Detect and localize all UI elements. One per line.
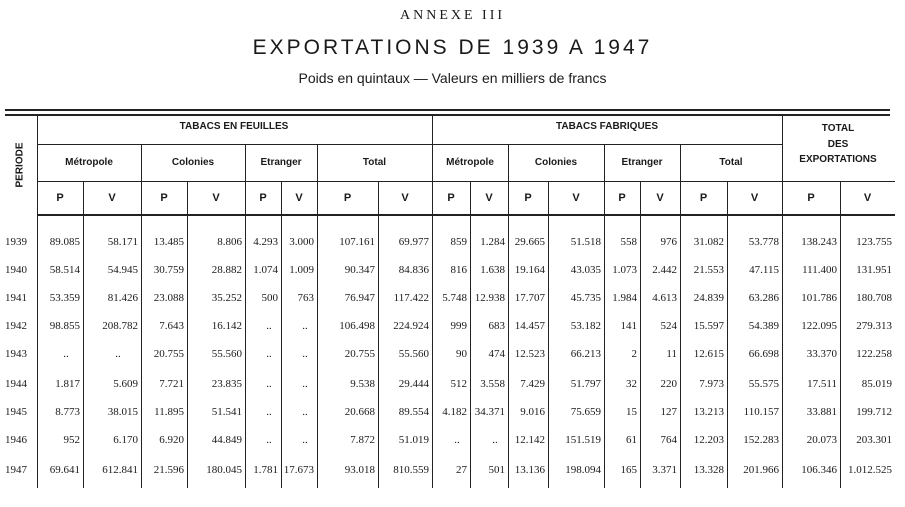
- v-column-header: V: [108, 192, 116, 204]
- p-column-header: P: [699, 192, 708, 204]
- table-cell: 84.836: [398, 264, 429, 276]
- p-column-header: P: [807, 192, 815, 204]
- table-cell: 8.773: [55, 406, 80, 418]
- table-cell: 43.035: [570, 264, 601, 276]
- table-cell: 117.422: [393, 292, 429, 304]
- table-cell: ..: [115, 348, 121, 360]
- table-cell: 29.665: [514, 236, 545, 248]
- table-cell: 764: [660, 434, 677, 446]
- pv-divider-rule: [378, 182, 379, 488]
- table-cell: 198.094: [565, 464, 601, 476]
- table-cell: 53.182: [570, 320, 601, 332]
- table-cell: 122.258: [856, 348, 892, 360]
- table-cell: 180.045: [206, 464, 242, 476]
- table-cell: 500: [261, 292, 278, 304]
- table-cell: ..: [266, 434, 272, 446]
- p-column-header: P: [343, 192, 352, 204]
- table-cell: 1.638: [480, 264, 505, 276]
- table-cell: 19.164: [514, 264, 545, 276]
- period-column-border: [37, 116, 38, 488]
- table-cell: 683: [488, 320, 505, 332]
- table-cell: ..: [302, 378, 308, 390]
- group-divider-rule: [432, 116, 433, 488]
- table-cell: ..: [302, 320, 308, 332]
- table-cell: 763: [297, 292, 314, 304]
- manufactured-tobacco-header: TABACS FABRIQUES: [555, 121, 659, 132]
- table-cell: 151.519: [565, 434, 601, 446]
- period-year: 1943: [5, 348, 27, 360]
- table-cell: 45.735: [570, 292, 601, 304]
- table-cell: 1.073: [612, 264, 637, 276]
- table-cell: ..: [266, 406, 272, 418]
- table-cell: 7.973: [699, 378, 724, 390]
- page-title: EXPORTATIONS DE 1939 A 1947: [252, 36, 653, 59]
- table-cell: 180.708: [856, 292, 892, 304]
- table-cell: 7.872: [350, 434, 375, 446]
- total-exports-header-line3: EXPORTATIONS: [799, 154, 877, 165]
- table-cell: 12.615: [693, 348, 724, 360]
- sub-divider-rule: [680, 145, 681, 488]
- manufactured-subheader-3: Total: [719, 157, 743, 168]
- pv-divider-rule: [83, 182, 84, 488]
- period-year: 1947: [5, 464, 27, 476]
- table-cell: 612.841: [102, 464, 138, 476]
- table-cell: 44.849: [211, 434, 242, 446]
- table-cell: 51.518: [570, 236, 601, 248]
- table-cell: 53.359: [49, 292, 80, 304]
- leaf-tobacco-header: TABACS EN FEUILLES: [179, 121, 289, 132]
- v-column-header: V: [572, 192, 580, 204]
- pv-divider-rule: [187, 182, 188, 488]
- table-cell: 1.012.525: [848, 464, 892, 476]
- table-cell: 127: [660, 406, 677, 418]
- table-cell: 512: [450, 378, 467, 390]
- table-cell: 810.559: [393, 464, 429, 476]
- group-header-rule: [37, 144, 782, 145]
- table-cell: 23.088: [153, 292, 184, 304]
- table-cell: 15.597: [693, 320, 724, 332]
- p-column-header: P: [618, 192, 626, 204]
- table-cell: 12.523: [514, 348, 545, 360]
- table-cell: 21.553: [693, 264, 724, 276]
- annex-label: ANNEXE III: [399, 8, 506, 23]
- table-cell: 32: [626, 378, 637, 390]
- table-cell: 8.806: [217, 236, 242, 248]
- leaf-subheader-3: Total: [362, 157, 387, 168]
- table-cell: 20.073: [806, 434, 837, 446]
- table-cell: 61: [626, 434, 637, 446]
- table-cell: ..: [302, 348, 308, 360]
- table-cell: 7.721: [159, 378, 184, 390]
- table-cell: 13.485: [153, 236, 184, 248]
- p-column-header: P: [524, 192, 532, 204]
- table-cell: 4.613: [652, 292, 677, 304]
- table-cell: 4.182: [442, 406, 467, 418]
- table-cell: 98.855: [49, 320, 80, 332]
- v-column-header: V: [863, 192, 872, 204]
- table-cell: 7.643: [159, 320, 184, 332]
- table-cell: ..: [302, 434, 308, 446]
- table-cell: 101.786: [801, 292, 837, 304]
- v-column-header: V: [212, 192, 220, 204]
- table-cell: 24.839: [693, 292, 724, 304]
- pv-divider-rule: [470, 182, 471, 488]
- table-cell: 51.797: [570, 378, 601, 390]
- table-cell: 20.755: [153, 348, 184, 360]
- table-cell: 33.370: [806, 348, 837, 360]
- sub-divider-rule: [317, 145, 318, 488]
- period-year: 1946: [5, 434, 27, 446]
- table-cell: 53.778: [748, 236, 779, 248]
- table-cell: 20.668: [344, 406, 375, 418]
- table-cell: ..: [302, 406, 308, 418]
- leaf-subheader-1: Colonies: [171, 157, 215, 168]
- table-cell: 51.541: [211, 406, 242, 418]
- table-cell: 54.389: [748, 320, 779, 332]
- table-cell: 85.019: [861, 378, 892, 390]
- table-cell: 2.442: [652, 264, 677, 276]
- table-cell: 11: [666, 348, 677, 360]
- table-cell: 208.782: [102, 320, 138, 332]
- table-cell: 13.213: [693, 406, 724, 418]
- table-cell: 501: [488, 464, 505, 476]
- period-year: 1945: [5, 406, 27, 418]
- table-cell: 111.400: [802, 264, 837, 276]
- period-year: 1944: [5, 378, 27, 390]
- table-cell: 89.554: [398, 406, 429, 418]
- period-year: 1941: [5, 292, 27, 304]
- table-cell: 6.170: [113, 434, 138, 446]
- table-cell: 13.328: [693, 464, 724, 476]
- table-cell: 51.019: [398, 434, 429, 446]
- table-cell: 1.984: [612, 292, 637, 304]
- table-cell: 23.835: [211, 378, 242, 390]
- v-column-header: V: [401, 192, 409, 204]
- leaf-subheader-0: Métropole: [65, 157, 113, 168]
- table-cell: 66.698: [748, 348, 779, 360]
- v-column-header: V: [295, 192, 303, 204]
- table-cell: 76.947: [344, 292, 375, 304]
- table-cell: 93.018: [344, 464, 375, 476]
- total-exports-header-line1: TOTAL: [821, 123, 855, 134]
- table-cell: 199.712: [856, 406, 892, 418]
- table-cell: 27: [456, 464, 467, 476]
- table-cell: 33.881: [806, 406, 837, 418]
- table-cell: 524: [660, 320, 677, 332]
- table-cell: 474: [488, 348, 505, 360]
- table-cell: 17.511: [807, 378, 837, 390]
- table-cell: 47.115: [749, 264, 779, 276]
- table-cell: 9.016: [520, 406, 545, 418]
- table-cell: 90.347: [344, 264, 375, 276]
- table-cell: 2: [631, 348, 637, 360]
- pv-divider-rule: [640, 182, 641, 488]
- table-cell: 66.213: [570, 348, 601, 360]
- total-divider-rule: [782, 116, 783, 488]
- table-cell: 816: [450, 264, 467, 276]
- table-cell: 5.609: [113, 378, 138, 390]
- table-cell: 999: [450, 320, 467, 332]
- pv-divider-rule: [548, 182, 549, 488]
- table-cell: ..: [63, 348, 69, 360]
- v-column-header: V: [750, 192, 759, 204]
- table-cell: 55.560: [398, 348, 429, 360]
- table-cell: 21.596: [153, 464, 184, 476]
- table-cell: ..: [492, 434, 498, 446]
- table-cell: 1.781: [253, 464, 278, 476]
- table-cell: 55.575: [748, 378, 779, 390]
- table-cell: 1.284: [480, 236, 505, 248]
- p-column-header: P: [259, 192, 267, 204]
- table-cell: 14.457: [514, 320, 545, 332]
- v-column-header: V: [656, 192, 664, 204]
- table-cell: 28.882: [211, 264, 242, 276]
- table-cell: 106.498: [339, 320, 375, 332]
- table-cell: 558: [620, 236, 637, 248]
- table-cell: 12.142: [514, 434, 545, 446]
- period-header: PERIODE: [14, 142, 26, 188]
- table-cell: 54.945: [107, 264, 138, 276]
- table-cell: 35.252: [211, 292, 242, 304]
- table-cell: 203.301: [856, 434, 892, 446]
- table-cell: 16.142: [211, 320, 242, 332]
- pv-divider-rule: [727, 182, 728, 488]
- table-cell: ..: [266, 320, 272, 332]
- table-cell: ..: [266, 378, 272, 390]
- table-cell: 15: [626, 406, 637, 418]
- table-cell: 17.673: [283, 464, 314, 476]
- table-cell: 279.313: [856, 320, 892, 332]
- manufactured-subheader-0: Métropole: [446, 157, 494, 168]
- table-cell: 9.538: [350, 378, 375, 390]
- table-cell: 12.203: [693, 434, 724, 446]
- table-cell: 859: [450, 236, 467, 248]
- table-cell: 11.895: [154, 406, 184, 418]
- table-cell: 90: [456, 348, 467, 360]
- table-cell: 952: [63, 434, 80, 446]
- table-cell: 89.085: [49, 236, 80, 248]
- table-cell: 29.444: [398, 378, 429, 390]
- table-cell: 58.171: [107, 236, 138, 248]
- table-cell: 55.560: [211, 348, 242, 360]
- table-cell: 63.286: [748, 292, 779, 304]
- table-cell: 110.157: [743, 406, 779, 418]
- table-cell: ..: [454, 434, 460, 446]
- period-year: 1940: [5, 264, 27, 276]
- table-cell: 220: [660, 378, 677, 390]
- table-cell: 1.817: [55, 378, 80, 390]
- table-cell: 141: [620, 320, 637, 332]
- table-cell: 30.759: [153, 264, 184, 276]
- table-cell: 6.920: [159, 434, 184, 446]
- table-cell: 5.748: [442, 292, 467, 304]
- table-cell: 31.082: [693, 236, 724, 248]
- v-column-header: V: [485, 192, 493, 204]
- table-cell: 75.659: [570, 406, 601, 418]
- total-pv-divider-rule: [840, 182, 841, 488]
- table-cell: 1.009: [289, 264, 314, 276]
- table-cell: 201.966: [743, 464, 779, 476]
- table-cell: 106.346: [801, 464, 837, 476]
- table-cell: 17.707: [514, 292, 545, 304]
- period-year: 1942: [5, 320, 27, 332]
- p-column-header: P: [56, 192, 64, 204]
- sub-divider-rule: [508, 145, 509, 488]
- table-cell: 107.161: [339, 236, 375, 248]
- period-year: 1939: [5, 236, 27, 248]
- table-cell: 7.429: [520, 378, 545, 390]
- leaf-subheader-2: Etranger: [260, 157, 302, 168]
- table-cell: 12.938: [474, 292, 505, 304]
- table-cell: 58.514: [49, 264, 80, 276]
- page-subtitle: Poids en quintaux — Valeurs en milliers de francs: [298, 70, 607, 86]
- table-cell: 165: [620, 464, 637, 476]
- column-header-rule: [37, 214, 895, 216]
- table-cell: 224.924: [393, 320, 429, 332]
- top-double-rule-2: [5, 114, 890, 116]
- table-cell: 123.755: [856, 236, 892, 248]
- subheader-rule: [37, 181, 895, 182]
- table-cell: 131.951: [856, 264, 892, 276]
- total-exports-header-line2: DES: [827, 139, 849, 150]
- sub-divider-rule: [604, 145, 605, 488]
- sub-divider-rule: [245, 145, 246, 488]
- table-cell: 69.977: [398, 236, 429, 248]
- manufactured-subheader-1: Colonies: [534, 157, 578, 168]
- table-cell: 81.426: [107, 292, 138, 304]
- p-column-header: P: [160, 192, 168, 204]
- table-cell: ..: [266, 348, 272, 360]
- table-cell: 4.293: [253, 236, 278, 248]
- table-cell: 3.000: [289, 236, 314, 248]
- table-cell: 20.755: [344, 348, 375, 360]
- p-column-header: P: [447, 192, 455, 204]
- table-cell: 138.243: [801, 236, 837, 248]
- table-cell: 13.136: [514, 464, 545, 476]
- table-cell: 152.283: [743, 434, 779, 446]
- table-cell: 3.371: [652, 464, 677, 476]
- table-cell: 1.074: [253, 264, 278, 276]
- table-cell: 122.095: [801, 320, 837, 332]
- table-cell: 69.641: [49, 464, 80, 476]
- table-cell: 34.371: [474, 406, 505, 418]
- top-double-rule-1: [5, 109, 890, 111]
- table-cell: 3.558: [480, 378, 505, 390]
- manufactured-subheader-2: Etranger: [621, 157, 663, 168]
- sub-divider-rule: [141, 145, 142, 488]
- table-cell: 38.015: [107, 406, 138, 418]
- pv-divider-rule: [281, 182, 282, 488]
- table-cell: 976: [660, 236, 677, 248]
